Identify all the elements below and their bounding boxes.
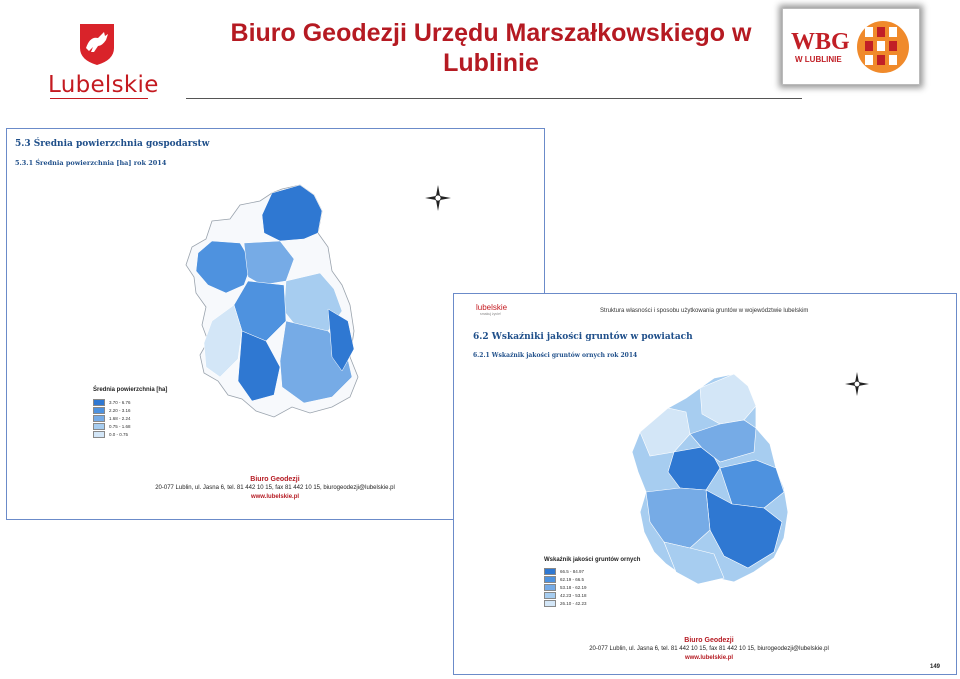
running-head: Struktura własności i sposobu użytkowania gruntów w województwie lubelskim <box>600 308 809 314</box>
lubelskie-wordmark: Lubelskie <box>48 72 159 98</box>
small-logo-tagline: smakuj życie! <box>480 312 502 316</box>
report-page-soil-quality <box>453 293 957 675</box>
footer-office: Biuro Geodezji <box>250 476 300 483</box>
section-heading: 6.2 Wskaźniki jakości gruntów w powiatach <box>473 332 693 342</box>
legend-label: 2.20 - 3.16 <box>109 407 131 413</box>
footer-web-link[interactable]: www.lubelskie.pl <box>684 655 734 661</box>
footer-office: Biuro Geodezji <box>684 637 734 644</box>
legend-swatch <box>93 407 105 414</box>
footer-web-link[interactable]: www.lubelskie.pl <box>250 494 300 500</box>
legend-label: 1.68 - 2.24 <box>109 415 131 421</box>
legend-swatch <box>93 399 105 406</box>
legend-title: Wskaźnik jakości gruntów ornych <box>544 557 641 563</box>
legend-item <box>544 576 584 582</box>
legend-label: 62.19 - 66.5 <box>560 576 585 582</box>
legend-label: 0.0 - 0.75 <box>109 431 129 437</box>
legend-swatch <box>544 592 556 599</box>
legend-label: 3.70 - 6.76 <box>109 399 131 405</box>
legend-label: 53.18 - 62.19 <box>560 584 587 590</box>
subsection-heading: 5.3.1 Średnia powierzchnia [ha] rok 2014 <box>15 159 167 167</box>
logo-underline <box>50 98 148 99</box>
legend-swatch <box>544 568 556 575</box>
subsection-heading: 6.2.1 Wskaźnik jakości gruntów ornych rok 2014 <box>473 352 638 359</box>
legend-item <box>93 407 131 413</box>
compass-rose-icon <box>845 372 869 396</box>
legend-label: 66.5 - 84.97 <box>560 568 585 574</box>
section-heading: 5.3 Średnia powierzchnia gospodarstw <box>15 139 210 149</box>
footer-address: 20-077 Lublin, ul. Jasna 6, tel. 81 442 10 15, fax 81 442 10 15, biurogeodezji@lubelskie.pl <box>589 646 829 652</box>
legend-label: 26.10 - 42.23 <box>560 600 587 606</box>
legend-item <box>544 600 587 606</box>
legend-swatch <box>544 576 556 583</box>
lubelskie-logo <box>40 18 160 100</box>
compass-rose-icon <box>425 185 451 211</box>
map-average-farm-size <box>182 181 382 421</box>
page-title: Biuro Geodezji Urzędu Marszałkowskiego w Lublinie <box>230 19 752 77</box>
legend-item <box>544 592 587 598</box>
legend-item <box>93 423 131 429</box>
page-footer <box>107 475 443 502</box>
wbg-subtitle: W LUBLINIE <box>795 55 842 64</box>
legend-item <box>544 568 584 574</box>
legend-item <box>93 415 131 421</box>
legend-swatch <box>544 584 556 591</box>
map-soil-quality-index <box>624 372 804 588</box>
lubelskie-small-logo <box>476 303 507 316</box>
legend-title: Średnia powierzchnia [ha] <box>93 387 168 393</box>
wbg-emblem-icon <box>853 17 913 77</box>
footer-address: 20-077 Lublin, ul. Jasna 6, tel. 81 442 10 15, fax 81 442 10 15, biurogeodezji@lubelskie.pl <box>155 485 395 491</box>
legend-label: 42.23 - 53.18 <box>560 592 587 598</box>
legend-swatch <box>93 431 105 438</box>
legend-item <box>93 399 131 405</box>
legend-swatch <box>93 415 105 422</box>
page-number: 149 <box>929 664 940 670</box>
legend-label: 0.75 - 1.68 <box>109 423 131 429</box>
legend-item <box>544 584 587 590</box>
legend-item <box>93 431 128 437</box>
coat-of-arms-icon <box>78 22 116 66</box>
page-footer <box>544 636 874 663</box>
wbg-logo <box>782 8 920 85</box>
legend-swatch <box>544 600 556 607</box>
small-logo-text: lubelskie <box>476 303 508 312</box>
title-divider <box>186 98 802 99</box>
legend-swatch <box>93 423 105 430</box>
wbg-wordmark: WBG <box>791 29 850 55</box>
